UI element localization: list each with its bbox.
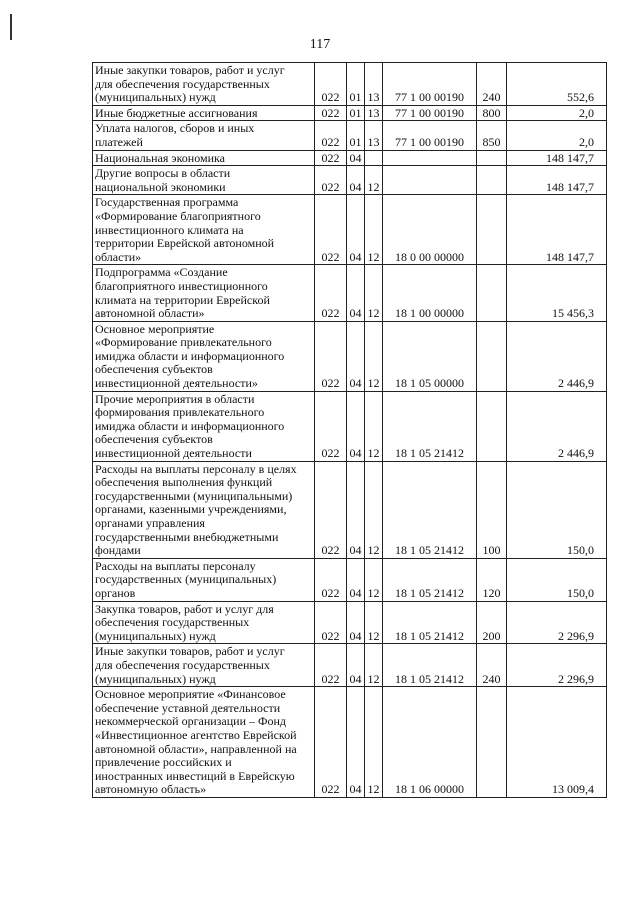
row-name-cell: Подпрограмма «Создание благоприятного инвестиционного климата на территории Еврейской автономной области» — [93, 265, 315, 321]
table-row — [93, 166, 607, 195]
row-name-cell: Иные закупки товаров, работ и услуг для обеспечения государственных (муниципальных) нужд — [93, 644, 315, 687]
expense-type-code-cell — [477, 195, 507, 265]
subsection-code-cell: 12 — [365, 687, 383, 798]
table-row — [93, 321, 607, 391]
row-name-cell: Уплата налогов, сборов и иных платежей — [93, 121, 315, 150]
table-row — [93, 644, 607, 687]
table-row — [93, 121, 607, 150]
ministry-code-cell: 022 — [315, 644, 347, 687]
section-code-cell: 04 — [347, 321, 365, 391]
ministry-code-cell: 022 — [315, 265, 347, 321]
subsection-code-cell: 12 — [365, 321, 383, 391]
section-code-cell: 01 — [347, 121, 365, 150]
expense-type-code-cell — [477, 166, 507, 195]
section-code-cell: 04 — [347, 687, 365, 798]
table-row — [93, 558, 607, 601]
section-code-cell: 04 — [347, 166, 365, 195]
subsection-code-cell: 12 — [365, 644, 383, 687]
expense-type-code-cell — [477, 150, 507, 166]
amount-cell: 148 147,7 — [507, 195, 607, 265]
target-article-code-cell: 18 0 00 00000 — [383, 195, 477, 265]
ministry-code-cell: 022 — [315, 63, 347, 106]
row-name-cell: Основное мероприятие «Формирование привлекательного имиджа области и информационного обеспечения субъектов инвестиционной деятельности» — [93, 321, 315, 391]
subsection-code-cell: 12 — [365, 558, 383, 601]
ministry-code-cell: 022 — [315, 461, 347, 558]
expense-type-code-cell — [477, 687, 507, 798]
amount-cell: 148 147,7 — [507, 166, 607, 195]
expense-type-code-cell — [477, 321, 507, 391]
section-code-cell: 04 — [347, 195, 365, 265]
table-row — [93, 391, 607, 461]
row-name-cell: Прочие мероприятия в области формирования привлекательного имиджа области и информационного обеспечения субъектов инвестиционной деятельности — [93, 391, 315, 461]
amount-cell: 2,0 — [507, 121, 607, 150]
subsection-code-cell: 12 — [365, 265, 383, 321]
expense-type-code-cell: 800 — [477, 105, 507, 121]
section-code-cell: 04 — [347, 391, 365, 461]
target-article-code-cell: 18 1 05 21412 — [383, 558, 477, 601]
row-name-cell: Закупка товаров, работ и услуг для обеспечения государственных (муниципальных) нужд — [93, 601, 315, 644]
table-row — [93, 601, 607, 644]
expense-type-code-cell — [477, 265, 507, 321]
section-code-cell: 04 — [347, 150, 365, 166]
amount-cell: 2 296,9 — [507, 644, 607, 687]
section-code-cell: 01 — [347, 63, 365, 106]
amount-cell: 2 446,9 — [507, 391, 607, 461]
row-name-cell: Расходы на выплаты персоналу в целях обеспечения выполнения функций государственными (муниципальными) органами, казенными учреждениями, органами управления государственными внебюджетными фондами — [93, 461, 315, 558]
row-name-cell: Иные закупки товаров, работ и услуг для обеспечения государственных (муниципальных) нужд — [93, 63, 315, 106]
subsection-code-cell: 12 — [365, 195, 383, 265]
row-name-cell: Национальная экономика — [93, 150, 315, 166]
target-article-code-cell: 18 1 05 21412 — [383, 644, 477, 687]
target-article-code-cell: 18 1 05 21412 — [383, 601, 477, 644]
ministry-code-cell: 022 — [315, 321, 347, 391]
section-code-cell: 01 — [347, 105, 365, 121]
subsection-code-cell: 12 — [365, 461, 383, 558]
amount-cell: 148 147,7 — [507, 150, 607, 166]
subsection-code-cell: 12 — [365, 166, 383, 195]
ministry-code-cell: 022 — [315, 601, 347, 644]
amount-cell: 552,6 — [507, 63, 607, 106]
expense-type-code-cell: 120 — [477, 558, 507, 601]
target-article-code-cell: 18 1 05 21412 — [383, 391, 477, 461]
amount-cell: 15 456,3 — [507, 265, 607, 321]
expense-type-code-cell: 850 — [477, 121, 507, 150]
amount-cell: 2 446,9 — [507, 321, 607, 391]
expense-type-code-cell: 240 — [477, 63, 507, 106]
expense-type-code-cell: 100 — [477, 461, 507, 558]
table-row — [93, 461, 607, 558]
subsection-code-cell: 13 — [365, 105, 383, 121]
ministry-code-cell: 022 — [315, 105, 347, 121]
target-article-code-cell — [383, 150, 477, 166]
table-row — [93, 265, 607, 321]
amount-cell: 2 296,9 — [507, 601, 607, 644]
ministry-code-cell: 022 — [315, 687, 347, 798]
ministry-code-cell: 022 — [315, 150, 347, 166]
expense-type-code-cell: 240 — [477, 644, 507, 687]
subsection-code-cell: 13 — [365, 63, 383, 106]
ministry-code-cell: 022 — [315, 558, 347, 601]
table-row — [93, 63, 607, 106]
row-name-cell: Иные бюджетные ассигнования — [93, 105, 315, 121]
page-number: 117 — [309, 37, 331, 52]
row-name-cell: Другие вопросы в области национальной экономики — [93, 166, 315, 195]
target-article-code-cell: 18 1 05 00000 — [383, 321, 477, 391]
row-name-cell: Государственная программа «Формирование благоприятного инвестиционного климата на территории Еврейской автономной области» — [93, 195, 315, 265]
target-article-code-cell — [383, 166, 477, 195]
target-article-code-cell: 18 1 05 21412 — [383, 461, 477, 558]
expense-type-code-cell: 200 — [477, 601, 507, 644]
ministry-code-cell: 022 — [315, 195, 347, 265]
target-article-code-cell: 18 1 06 00000 — [383, 687, 477, 798]
target-article-code-cell: 77 1 00 00190 — [383, 105, 477, 121]
amount-cell: 150,0 — [507, 461, 607, 558]
section-code-cell: 04 — [347, 601, 365, 644]
table-row — [93, 150, 607, 166]
subsection-code-cell: 12 — [365, 391, 383, 461]
amount-cell: 150,0 — [507, 558, 607, 601]
section-code-cell: 04 — [347, 461, 365, 558]
subsection-code-cell: 13 — [365, 121, 383, 150]
table-row — [93, 195, 607, 265]
subsection-code-cell: 12 — [365, 601, 383, 644]
section-code-cell: 04 — [347, 265, 365, 321]
table-row — [93, 687, 607, 798]
table-row — [93, 105, 607, 121]
target-article-code-cell: 77 1 00 00190 — [383, 121, 477, 150]
ministry-code-cell: 022 — [315, 121, 347, 150]
target-article-code-cell: 77 1 00 00190 — [383, 63, 477, 106]
section-code-cell: 04 — [347, 558, 365, 601]
row-name-cell: Расходы на выплаты персоналу государственных (муниципальных) органов — [93, 558, 315, 601]
amount-cell: 2,0 — [507, 105, 607, 121]
expense-type-code-cell — [477, 391, 507, 461]
subsection-code-cell — [365, 150, 383, 166]
amount-cell: 13 009,4 — [507, 687, 607, 798]
budget-table — [92, 62, 607, 798]
ministry-code-cell: 022 — [315, 391, 347, 461]
row-name-cell: Основное мероприятие «Финансовое обеспечение уставной деятельности некоммерческой организации – Фонд «Инвестиционное агентство Еврейской автономной области», направленной на привлечение российских и иностранных инвестиций в Еврейскую автономную область» — [93, 687, 315, 798]
ministry-code-cell: 022 — [315, 166, 347, 195]
section-code-cell: 04 — [347, 644, 365, 687]
target-article-code-cell: 18 1 00 00000 — [383, 265, 477, 321]
